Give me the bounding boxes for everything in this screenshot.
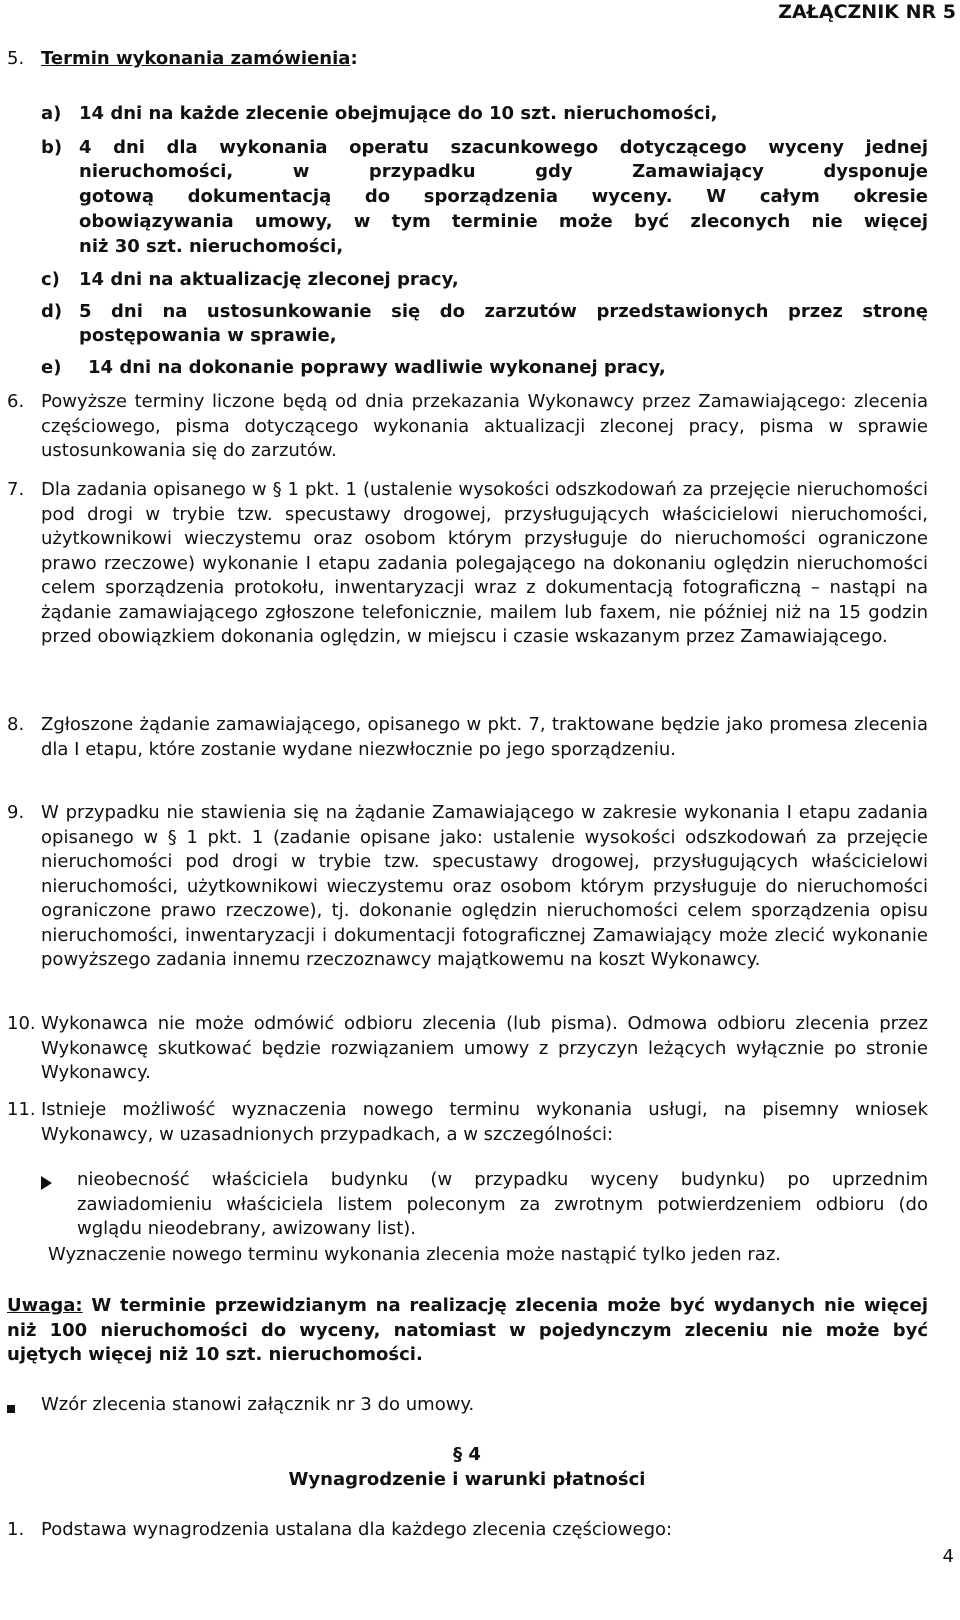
item-b-label: b) (41, 137, 63, 158)
section-5-title: Termin wykonania zamówienia (41, 48, 351, 69)
warning-text: W terminie przewidzianym na realizację zlecenia może być wydanych nie więcej niż 100 nieruchomości do wyceny, natomiast w pojedynczym zleceniu nie może być ujętych więcej niż 10 szt. nieruchomości. (7, 1295, 928, 1365)
section-5-colon: : (350, 48, 358, 69)
section-7-number: 7. (7, 479, 25, 500)
item-b-line-5: niż 30 szt. nieruchomości, (79, 236, 344, 257)
page-number: 4 (942, 1546, 954, 1567)
section-7-text: Dla zadania opisanego w § 1 pkt. 1 (ustalenie wysokości odszkodowań za przejęcie nieruchomości pod drogi w trybie tzw. specustawy drogowej, przysługujących właścicielowi nieruchomości, użytkownikowi wieczystemu oraz osobom którym przysługuje do nieruchomości ograniczone prawo rzeczowe) wykonanie I etapu zadania polegającego na dokonaniu oględzin nieruchomości celem sporządzenia protokołu, inwentaryzacji wraz z dokumentacją fotograficzną – nastąpi na żądanie zamawiającego zgłoszone telefonicznie, mailem lub faxem, nie później niż na 15 godzin przed obowiązkiem dokonania oględzin, w miejscu i czasie wskazanym przez Zamawiającego. (41, 479, 928, 647)
last-item-number: 1. (7, 1519, 25, 1540)
arrow-bullet-icon (41, 1171, 52, 1196)
item-b-line-3: gotową dokumentacją do sporządzenia wyceny. W całym okresie (79, 186, 928, 207)
section-11-number: 11. (7, 1099, 36, 1120)
bullet-item-text: nieobecność właściciela budynku (w przypadku wyceny budynku) po uprzednim zawiadomieniu właściciela listem poleconym za zwrotnym potwierdzeniem odbioru (do wglądu nieodebrany, awizowany list). (77, 1169, 928, 1239)
section-10-number: 10. (7, 1013, 36, 1034)
item-b-line-4: obowiązywania umowy, w tym terminie może być zleconych nie więcej (79, 211, 928, 232)
item-e-label: e) (41, 357, 62, 378)
square-bullet-icon (7, 1397, 15, 1422)
warning-paragraph (7, 1294, 928, 1368)
last-item-text: Podstawa wynagrodzenia ustalana dla każdego zlecenia częściowego: (41, 1519, 673, 1540)
square-bullet-text: Wzór zlecenia stanowi załącznik nr 3 do umowy. (41, 1394, 475, 1415)
item-b-line-1: 4 dni dla wykonania operatu szacunkowego dotyczącego wyceny jednej (79, 137, 928, 158)
section-5-heading (41, 47, 358, 72)
item-d-line-1: 5 dni na ustosunkowanie się do zarzutów przedstawionych przez stronę (79, 301, 928, 322)
section-8-text: Zgłoszone żądanie zamawiającego, opisanego w pkt. 7, traktowane będzie jako promesa zlecenia dla I etapu, które zostanie wydane niezwłocznie po jego sporządzeniu. (41, 714, 928, 760)
item-d-label: d) (41, 301, 63, 322)
item-e-text: 14 dni na dokonanie poprawy wadliwie wykonanej pracy, (88, 357, 666, 378)
item-d-line-2: postępowania w sprawie, (79, 325, 337, 346)
section-8-number: 8. (7, 714, 25, 735)
item-c-text: 14 dni na aktualizację zleconej pracy, (79, 269, 459, 290)
section-symbol: § 4 (453, 1444, 481, 1465)
section-11-note: Wyznaczenie nowego terminu wykonania zlecenia może nastąpić tylko jeden raz. (48, 1244, 782, 1265)
item-a-text: 14 dni na każde zlecenie obejmujące do 10 szt. nieruchomości, (79, 103, 718, 124)
annex-header: ZAŁĄCZNIK NR 5 (778, 1, 956, 23)
section-10-text: Wykonawca nie może odmówić odbioru zlecenia (lub pisma). Odmowa odbioru zlecenia przez Wykonawcę skutkować będzie rozwiązaniem umowy z przyczyn leżących wyłącznie po stronie Wykonawcy. (41, 1013, 928, 1083)
item-a-label: a) (41, 103, 62, 124)
section-9-number: 9. (7, 802, 25, 823)
section-6-number: 6. (7, 391, 25, 412)
section-11-text: Istnieje możliwość wyznaczenia nowego terminu wykonania usługi, na pisemny wniosek Wykonawcy, w uzasadnionych przypadkach, a w szczególności: (41, 1099, 928, 1145)
warning-label: Uwaga: (7, 1295, 83, 1316)
section-5-number: 5. (7, 48, 25, 69)
section-title: Wynagrodzenie i warunki płatności (288, 1469, 646, 1490)
section-6-text: Powyższe terminy liczone będą od dnia przekazania Wykonawcy przez Zamawiającego: zlecenia częściowego, pisma dotyczącego wykonania aktualizacji zleconej pracy, pisma w sprawie ustosunkowania się do zarzutów. (41, 391, 928, 461)
item-c-label: c) (41, 269, 60, 290)
item-b-line-2: nieruchomości, w przypadku gdy Zamawiający dysponuje (79, 161, 928, 182)
section-9-text: W przypadku nie stawienia się na żądanie Zamawiającego w zakresie wykonania I etapu zadania opisanego w § 1 pkt. 1 (zadanie opisane jako: ustalenie wysokości odszkodowań za przejęcie nieruchomości pod drogi w trybie tzw. specustawy drogowej, przysługujących właścicielowi nieruchomości, użytkownikowi wieczystemu oraz osobom którym przysługuje do nieruchomości ograniczone prawo rzeczowe), tj. dokonanie oględzin nieruchomości celem sporządzenia opisu nieruchomości, inwentaryzacji i dokumentacji fotograficznej Zamawiający może zlecić wykonanie powyższego zadania innemu rzeczoznawcy majątkowemu na koszt Wykonawcy. (41, 802, 928, 970)
